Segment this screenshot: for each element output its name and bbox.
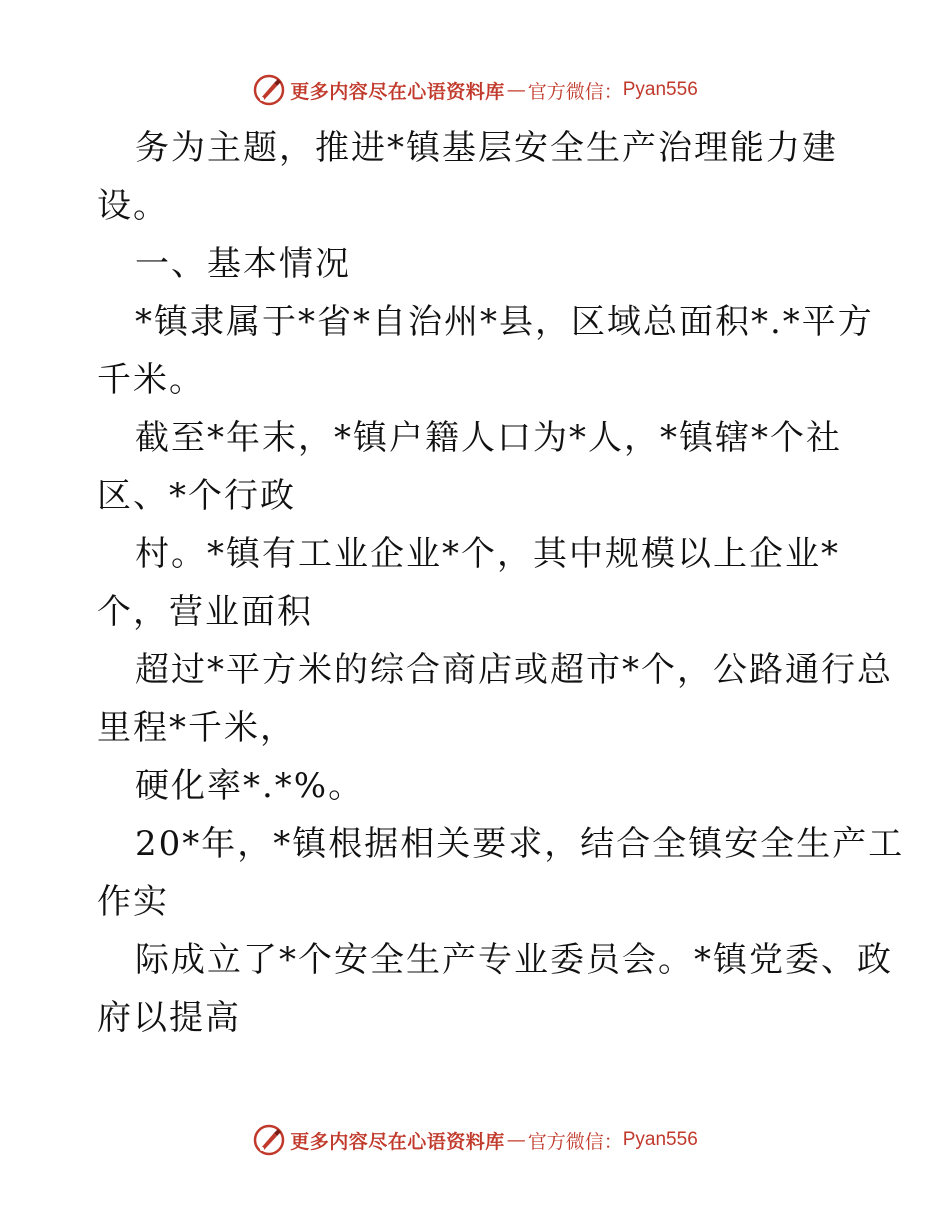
- banner-wechat-id: Pyan556: [622, 1129, 698, 1150]
- banner-dash: —: [506, 1129, 526, 1151]
- body-line: 区、*个行政: [97, 476, 296, 516]
- pen-logo-icon: [252, 1123, 286, 1157]
- body-line: 际成立了*个安全生产专业委员会。*镇党委、政: [135, 940, 893, 980]
- body-line: 设。: [97, 186, 169, 226]
- body-line: 个，营业面积: [97, 592, 313, 632]
- banner-wechat-id: Pyan556: [622, 79, 698, 100]
- banner-dash: —: [506, 79, 526, 101]
- footer-banner: [0, 1120, 950, 1160]
- body-line: 村。*镇有工业企业*个，其中规模以上企业*: [135, 534, 840, 574]
- body-line: 截至*年末，*镇户籍人口为*人，*镇辖*个社: [135, 418, 842, 458]
- body-line: 里程*千米，: [97, 708, 296, 748]
- banner-brand-text: 更多内容尽在心语资料库: [290, 1130, 505, 1153]
- body-line: 20*年，*镇根据相关要求，结合全镇安全生产工: [135, 824, 905, 864]
- section-heading: 一、基本情况: [135, 244, 351, 284]
- body-line: 超过*平方米的综合商店或超市*个，公路通行总: [135, 650, 893, 690]
- header-banner: [0, 70, 950, 110]
- banner-wechat-label: 官方微信：: [527, 1130, 623, 1153]
- body-line: 硬化率*.*%。: [135, 766, 365, 806]
- banner-wechat-label: 官方微信：: [527, 80, 623, 103]
- body-line: 务为主题，推进*镇基层安全生产治理能力建: [135, 128, 838, 168]
- body-line: 千米。: [97, 360, 205, 400]
- pen-logo-icon: [252, 73, 286, 107]
- body-line: *镇隶属于*省*自治州*县，区域总面积*.*平方: [135, 302, 874, 342]
- body-line: 府以提高: [97, 998, 241, 1038]
- body-line: 作实: [97, 882, 169, 922]
- banner-brand-text: 更多内容尽在心语资料库: [290, 80, 505, 103]
